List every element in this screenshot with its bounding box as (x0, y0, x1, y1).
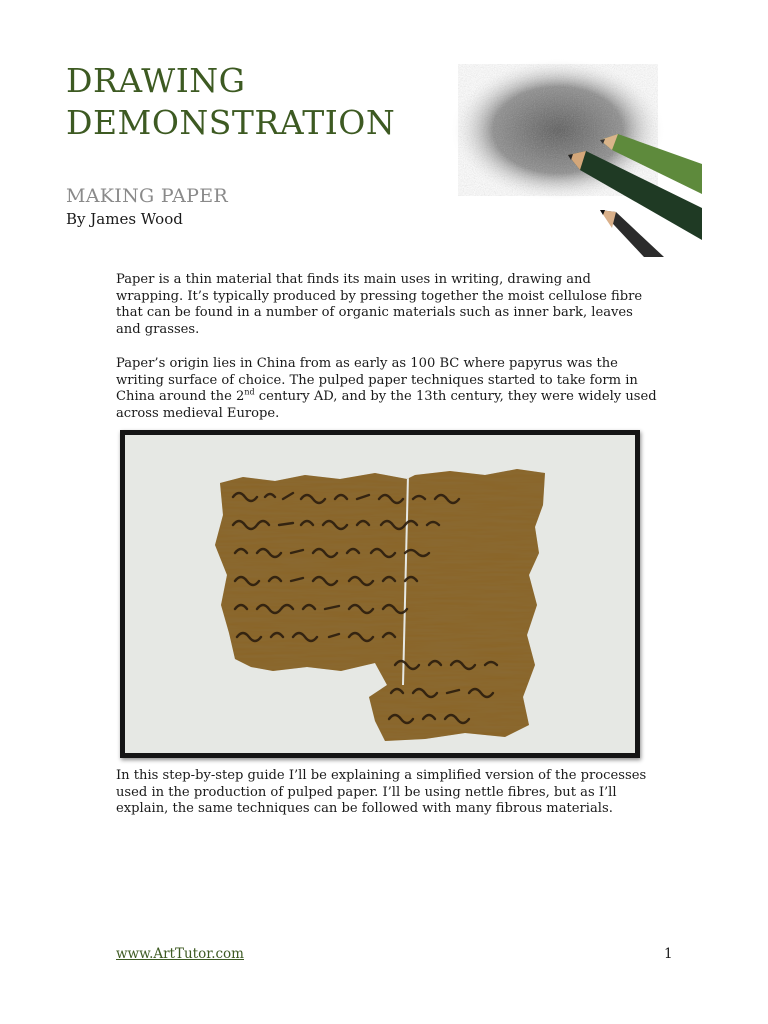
byline: By James Wood (66, 210, 183, 228)
history-text-part1: Paper’s origin lies in China from as early as 100 BC where papyrus was the writing surface of choice. The pulped paper techniques started to take form in China around the 2 (116, 356, 638, 405)
papyrus-photo (125, 435, 635, 753)
history-paragraph (116, 356, 661, 422)
pencils-illustration (440, 52, 702, 257)
subtitle: MAKING PAPER (66, 185, 229, 207)
pencils-shading-image (440, 52, 702, 257)
black-pencil (600, 210, 664, 257)
title-line-2: DEMONSTRATION (66, 103, 396, 142)
title-line-1: DRAWING (66, 61, 246, 100)
history-text-part2: century AD, and by the 13th century, they were widely used across medieval Europe. (116, 389, 657, 421)
papyrus-fragment-image (125, 435, 635, 753)
page-number: 1 (664, 946, 673, 962)
superscript-nd: nd (244, 387, 255, 397)
page-title (66, 60, 395, 144)
arttutor-link[interactable]: www.ArtTutor.com (116, 946, 244, 962)
papyrus-photo-frame (120, 430, 640, 758)
guide-intro-paragraph: In this step-by-step guide I’ll be explaining a simplified version of the processes used in the production of pulped paper. I’ll be using nettle fibres, but as I’ll explain, the same techniques can be followed with many fibrous materials. (116, 768, 647, 817)
intro-paragraph: Paper is a thin material that finds its main uses in writing, drawing and wrapping. It’s typically produced by pressing together the moist cellulose fibre that can be found in a number of organic materials such as inner bark, leaves and grasses. (116, 272, 643, 337)
